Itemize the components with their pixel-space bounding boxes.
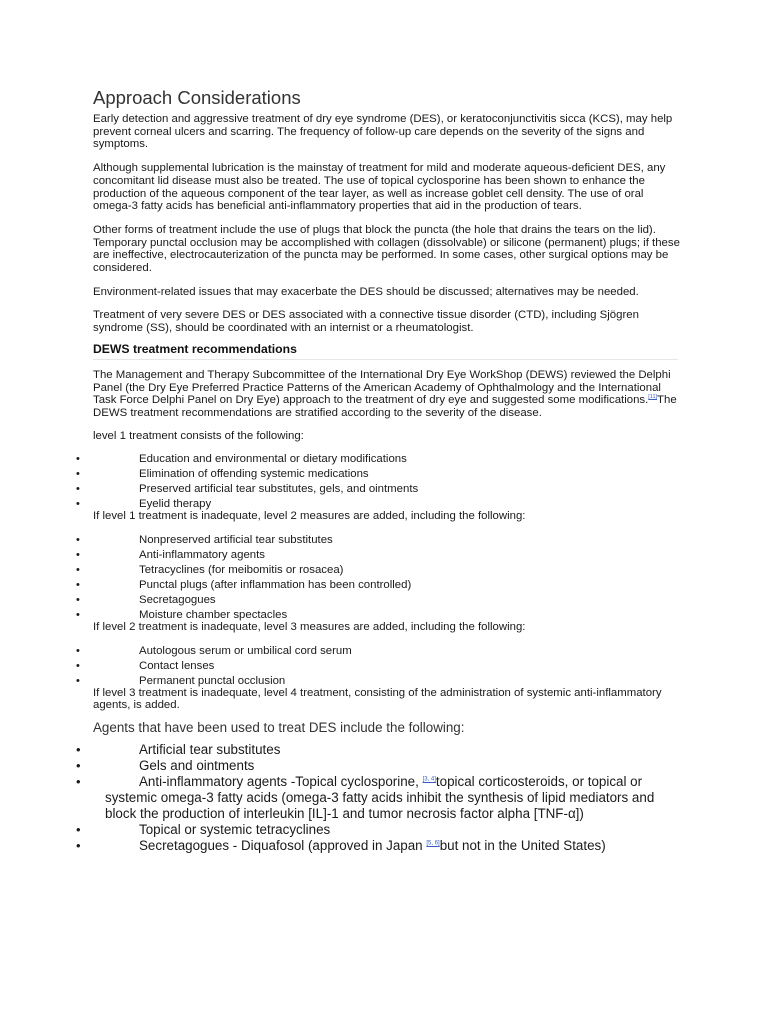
reference-link[interactable]: [3, 4]	[422, 776, 436, 783]
bullet-icon: •	[76, 822, 81, 838]
list-item: • Preserved artificial tear substitutes, gels, and ointments	[76, 483, 419, 496]
bullet-icon: •	[76, 674, 80, 687]
list-item: • Secretagogues	[76, 594, 216, 607]
bullet-icon: •	[76, 774, 81, 790]
bullet-icon: •	[76, 534, 80, 547]
bullet-icon: •	[76, 579, 80, 592]
paragraph-4: Environment-related issues that may exacerbate the DES should be discussed; alternatives may be needed.	[93, 285, 639, 298]
list-item: • Autologous serum or umbilical cord serum	[76, 644, 352, 657]
level2-intro: If level 1 treatment is inadequate, level 2 measures are added, including the following:	[93, 510, 526, 523]
level3-list	[76, 644, 683, 689]
bullet-icon: •	[76, 742, 81, 758]
list-item: • Nonpreserved artificial tear substitutes	[76, 534, 333, 547]
dews-intro-text-cont: The DEWS treatment recommendations are stratified according to the severity of the disease.	[93, 394, 677, 419]
list-item: • Education and environmental or dietary modifications	[76, 453, 407, 466]
section-heading-dews: DEWS treatment recommendations	[93, 341, 297, 356]
bullet-icon: •	[76, 838, 81, 854]
dews-intro	[93, 369, 683, 420]
paragraph-1: Early detection and aggressive treatment of dry eye syndrome (DES), or keratoconjunctivitis sicca (KCS), may help prevent corneal ulcers and scarring. The frequency of follow-up care depends on the severity of the signs and symptoms.	[93, 113, 673, 151]
agents-list	[76, 742, 683, 854]
list-item: • Permanent punctal occlusion	[76, 674, 286, 687]
bullet-icon: •	[76, 659, 80, 672]
list-item: • Secretagogues - Diquafosol (approved in Japan [5, 6]but not in the United States)	[76, 838, 606, 854]
level1-list	[76, 452, 683, 512]
paragraph-3: Other forms of treatment include the use of plugs that block the puncta (the hole that drains the tears on the lid). Temporary punctal occlusion may be accomplished with collagen (dissolvable) or silicone (permanent) plugs; if these are ineffective, electrocauterization of the puncta may be performed. In some cases, other surgical options may be considered.	[93, 223, 680, 275]
bullet-icon: •	[76, 644, 80, 657]
article	[76, 86, 683, 854]
list-item: • Anti-inflammatory agents	[76, 549, 265, 562]
list-item: • Eyelid therapy	[76, 498, 212, 511]
level1-intro: level 1 treatment consists of the following:	[93, 429, 304, 442]
list-item: • Gels and ointments	[76, 758, 255, 774]
bullet-icon: •	[76, 468, 80, 481]
dews-intro-text: The Management and Therapy Subcommittee of the International Dry Eye WorkShop (DEWS) reviewed the Delphi Panel (the Dry Eye Preferred Practice Patterns of the American Academy of Ophthalmology and the International Task Force Delphi Panel on Dry Eye) approach to the treatment of dry eye and suggested some modifications.	[93, 368, 671, 407]
bullet-icon: •	[76, 498, 80, 511]
bullet-icon: •	[76, 453, 80, 466]
bullet-icon: •	[76, 594, 80, 607]
reference-link[interactable]: [11]	[648, 394, 658, 401]
level3-intro: If level 2 treatment is inadequate, level 3 measures are added, including the following:	[93, 621, 526, 634]
list-item: • Moisture chamber spectacles	[76, 609, 288, 622]
list-item: • Anti-inflammatory agents -Topical cyclosporine, [3, 4]topical corticosteroids, or topical or systemic omega-3 fatty acids (omega-3 fatty acids inhibit the synthesis of lipid mediators and block the production of interleukin [IL]-1 and tumor necrosis factor alpha [TNF-α])	[76, 774, 655, 822]
paragraph-5: Treatment of very severe DES or DES associated with a connective tissue disorder (CTD), including Sjögren syndrome (SS), should be coordinated with an internist or a rheumatologist.	[93, 309, 639, 335]
agents-intro: Agents that have been used to treat DES include the following:	[93, 720, 465, 736]
list-item: • Topical or systemic tetracyclines	[76, 822, 331, 838]
list-item: • Artificial tear substitutes	[76, 742, 281, 758]
list-item: • Elimination of offending systemic medications	[76, 468, 369, 481]
level4-text: If level 3 treatment is inadequate, level 4 treatment, consisting of the administration of systemic anti-inflammatory agents, is added.	[93, 686, 662, 712]
bullet-icon: •	[76, 758, 81, 774]
level2-list	[76, 533, 683, 623]
reference-link[interactable]: [5, 6]	[426, 840, 440, 847]
bullet-icon: •	[76, 549, 80, 562]
bullet-icon: •	[76, 483, 80, 496]
bullet-icon: •	[76, 609, 80, 622]
list-item: • Contact lenses	[76, 659, 215, 672]
paragraph-2: Although supplemental lubrication is the mainstay of treatment for mild and moderate aqueous-deficient DES, any concomitant lid disease must also be treated. The use of topical cyclosporine has been shown to enhance the production of the aqueous component of the tear layer, as well as increase goblet cell density. The use of oral omega-3 fatty acids has beneficial anti-inflammatory properties that aid in the production of tears.	[93, 162, 666, 213]
section-divider	[93, 359, 678, 360]
list-item: • Punctal plugs (after inflammation has been controlled)	[76, 579, 412, 592]
list-item: • Tetracyclines (for meibomitis or rosacea)	[76, 564, 344, 577]
bullet-icon: •	[76, 564, 80, 577]
page-title: Approach Considerations	[93, 87, 301, 108]
